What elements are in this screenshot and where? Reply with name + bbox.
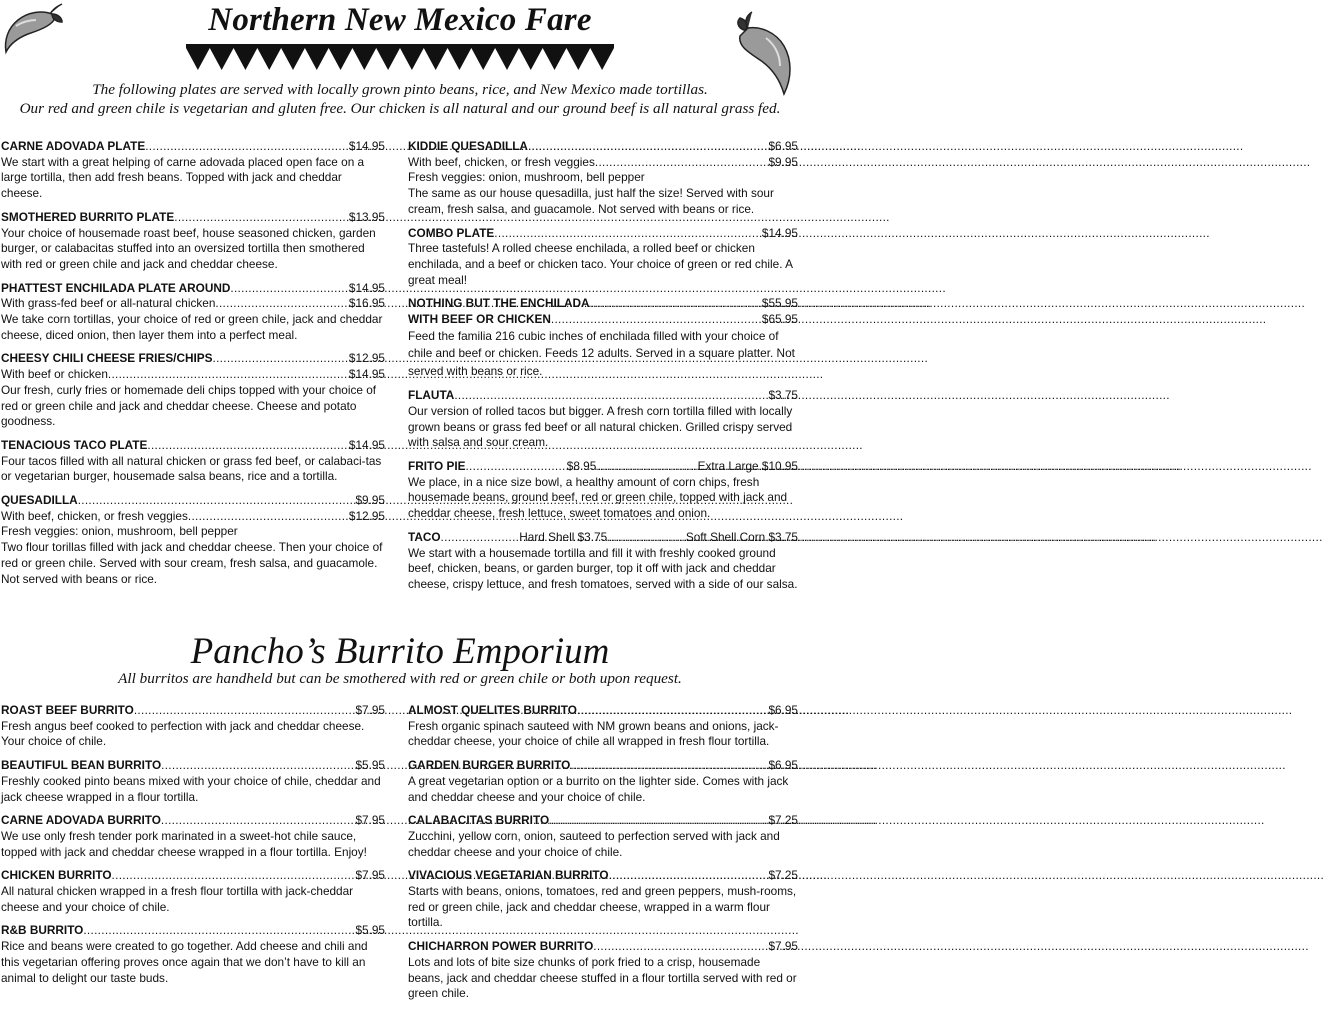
item-description: Feed the familia 216 cubic inches of enchilada filled with your choice of chile and beef or chicken. Feeds 12 adults. Served in a square platter. Not served with beans or rice. xyxy=(408,328,795,378)
item-option-price: $14.95 xyxy=(348,367,385,382)
item-name: ROAST BEEF BURRITO xyxy=(1,703,134,717)
menu-item xyxy=(1,438,385,485)
aztec-triangle xyxy=(329,48,353,70)
item-description: Fresh veggies: onion, mushroom, bell pepper Two flour torillas filled with jack and cheddar cheese. Then your choice of red or green chile. Served with sour cream, fresh salsa, and guacamole. Not served with beans or rice. xyxy=(1,524,383,586)
item-price: $9.95 xyxy=(355,493,385,508)
northern-subtitle xyxy=(0,80,800,118)
pancho-section-title: Pancho’s Burrito Emporium xyxy=(190,631,610,672)
menu-item xyxy=(1,281,385,344)
menu-item xyxy=(408,459,798,522)
item-option-label: With beef or chicken xyxy=(1,367,108,382)
item-price: $5.95 xyxy=(355,758,385,773)
item-name: COMBO PLATE xyxy=(408,225,495,240)
menu-item xyxy=(1,139,385,202)
item-name: GARDEN BURGER BURRITO xyxy=(408,758,571,773)
aztec-triangle xyxy=(400,48,424,70)
item-name: CHICKEN BURRITO xyxy=(1,868,112,883)
item-description: All natural chicken wrapped in a fresh flour tortilla with jack-cheddar cheese and your choice of chile. xyxy=(1,884,354,914)
item-description: Fresh organic spinach sauteed with NM grown beans and onions, jack-cheddar cheese, your choice of chile all wrapped in fresh flour tortilla. xyxy=(408,718,779,749)
menu-item xyxy=(1,868,385,915)
item-price: $14.95 xyxy=(761,225,798,240)
item-price: $14.95 xyxy=(348,139,385,153)
item-option-label: With grass-fed beef or all-natural chicken xyxy=(1,296,216,311)
menu-item xyxy=(1,813,385,860)
aztec-border-decoration xyxy=(186,44,614,74)
item-price: $3.75 xyxy=(768,388,798,403)
item-price: $5.95 xyxy=(355,923,385,938)
item-description: Zucchini, yellow corn, onion, sauteed to perfection served with jack and cheddar cheese and your choice of chile. xyxy=(408,828,780,859)
item-name: PHATTEST ENCHILADA PLATE AROUND xyxy=(1,280,231,295)
item-option-label: With beef, chicken, or fresh veggies xyxy=(1,508,188,523)
item-description: We start with a housemade tortilla and fill it with freshly cooked ground beef, chicken, beans, or garden burger, top it off with jack and cheddar cheese, crispy lettuce, and fresh tomatoes, served with a side of our salsa. xyxy=(408,545,798,591)
item-name: FLAUTA xyxy=(408,388,455,403)
item-description: We use only fresh tender pork marinated in a sweet-hot chile sauce, topped with jack and cheddar cheese wrapped in a flour tortilla. Enjoy! xyxy=(1,828,367,859)
menu-item xyxy=(408,388,798,451)
item-price: $14.95 xyxy=(348,437,385,452)
item-name: CARNE ADOVADA BURRITO xyxy=(1,813,161,828)
aztec-triangle xyxy=(281,48,305,70)
item-price: $7.95 xyxy=(355,703,385,717)
northern-subtitle-line-1: The following plates are served with locally grown pinto beans, rice, and New Mexico made tortillas. xyxy=(92,81,708,98)
menu-item xyxy=(408,139,798,218)
menu-item xyxy=(408,939,798,1002)
item-price: $7.95 xyxy=(768,939,798,954)
item-name: CARNE ADOVADA PLATE xyxy=(1,139,146,153)
item-option-label: With beef, chicken, or fresh veggies xyxy=(408,154,595,169)
item-option-price: $12.95 xyxy=(348,508,385,523)
item-name: CHEESY CHILI CHEESE FRIES/CHIPS xyxy=(1,351,213,366)
item-description: We take corn tortillas, your choice of red or green chile, jack and cheddar cheese, diced onion, then layer them into a perfect meal. xyxy=(1,312,383,342)
menu-item xyxy=(408,703,798,750)
aztec-triangle xyxy=(424,48,448,70)
pancho-subtitle: All burritos are handheld but can be smothered with red or green chile or both upon request. xyxy=(118,670,682,687)
menu-item xyxy=(408,758,798,805)
item-price: $14.95 xyxy=(348,280,385,295)
item-name: NOTHING BUT THE ENCHILADA xyxy=(408,296,590,311)
menu-item xyxy=(408,226,798,289)
item-description: Starts with beans, onions, tomatoes, red and green peppers, mush-rooms, red or green chile, jack and cheddar cheese, wrapped in a warm flour tortilla. xyxy=(408,884,797,930)
aztec-triangle xyxy=(590,48,614,70)
item-price: $6.95 xyxy=(768,758,798,773)
item-description: Lots and lots of bite size chunks of pork fried to a crisp, housemade beans, jack and cheddar cheese stuffed in a flour tortilla served with red or green chile. xyxy=(408,954,797,1001)
aztec-triangle xyxy=(186,48,210,70)
item-description: Rice and beans were created to go together. Add cheese and chili and this vegetarian offering proves once again that we don’t have to kill an animal to delight our taste buds. xyxy=(1,939,368,985)
item-description: We place, in a nice size bowl, a healthy amount of corn chips, fresh housemade beans, ground beef, red or green chile, topped with jack and cheddar cheese, fresh lettuce, sweet tomatoes and onion. xyxy=(408,474,788,521)
item-price: $8.95 xyxy=(566,459,597,474)
menu-item xyxy=(408,530,798,593)
menu-item xyxy=(408,296,798,380)
item-option-price: $9.95 xyxy=(768,154,798,169)
item-price: $6.95 xyxy=(768,139,798,153)
menu-item xyxy=(1,493,385,587)
northern-left-column xyxy=(1,139,385,595)
item-name: TACO xyxy=(408,529,441,544)
item-price: $7.25 xyxy=(768,868,798,883)
menu-item xyxy=(408,813,798,860)
item-description: Our fresh, curly fries or homemade deli chips topped with your choice of red or green chile and jack and cheddar cheese. Cheese and potato goodness. xyxy=(1,382,377,429)
item-description: Your choice of housemade roast beef, house seasoned chicken, garden burger, or calabacitas stuffed into an oversized tortilla then smothered with red or green chile and jack and cheddar cheese. xyxy=(1,225,376,271)
menu-item xyxy=(408,868,798,931)
item-name: ALMOST QUELITES BURRITO xyxy=(408,703,577,717)
aztec-triangle xyxy=(448,48,472,70)
item-soft-shell: Soft Shell Corn $3.75 xyxy=(685,529,798,544)
pancho-left-column xyxy=(1,703,385,994)
item-price: $6.95 xyxy=(768,703,798,717)
item-name: KIDDIE QUESADILLA xyxy=(408,139,528,153)
aztec-triangle xyxy=(566,48,590,70)
aztec-triangle xyxy=(543,48,567,70)
item-name: BEAUTIFUL BEAN BURRITO xyxy=(1,758,162,773)
item-description: Fresh veggies: onion, mushroom, bell pepper The same as our house quesadilla, just half the size! Served with sour cream, fresh salsa, and guacamole. Not served with beans or rice. xyxy=(408,170,774,216)
item-price: $12.95 xyxy=(348,351,385,366)
item-price: $7.95 xyxy=(355,813,385,828)
aztec-triangle xyxy=(352,48,376,70)
aztec-triangle xyxy=(519,48,543,70)
northern-right-column xyxy=(408,139,798,601)
item-price: $7.95 xyxy=(355,868,385,883)
menu-item xyxy=(1,210,385,273)
item-description: Freshly cooked pinto beans mixed with your choice of chile, cheddar and jack cheese wrapped in a flour tortilla. xyxy=(1,773,381,804)
aztec-triangle xyxy=(305,48,329,70)
item-name: FRITO PIE xyxy=(408,459,466,474)
menu-item xyxy=(1,758,385,805)
item-description: We start with a great helping of carne adovada placed open face on a large tortilla, then add fresh beans. Topped with jack and cheddar cheese. xyxy=(1,154,365,201)
menu-item xyxy=(1,351,385,430)
menu-item xyxy=(1,703,385,750)
item-name: CHICHARRON POWER BURRITO xyxy=(408,939,594,954)
aztec-triangle xyxy=(495,48,519,70)
menu-item xyxy=(1,923,385,986)
item-description: Our version of rolled tacos but bigger. A fresh corn tortilla filled with locally grown beans or grass fed beef or all natural chicken. Grilled crispy served with salsa and sour cream. xyxy=(408,403,793,450)
item-description: A great vegetarian option or a burrito on the lighter side. Comes with jack and cheddar cheese and your choice of chile. xyxy=(408,773,789,804)
item-name: R&B BURRITO xyxy=(1,923,84,938)
item-extra-price: $10.95 xyxy=(761,459,798,474)
item-price: $55.95 xyxy=(761,296,798,311)
aztec-triangle xyxy=(257,48,281,70)
aztec-triangle xyxy=(234,48,258,70)
item-description: Fresh angus beef cooked to perfection with jack and cheddar cheese. Your choice of chile. xyxy=(1,718,365,749)
item-price: $7.25 xyxy=(768,813,798,828)
item-name: CALABACITAS BURRITO xyxy=(408,813,550,828)
item-option-price: $16.95 xyxy=(348,296,385,311)
aztec-triangle xyxy=(471,48,495,70)
item-description: Four tacos filled with all natural chicken or grass fed beef, or calabaci-tas or vegetarian burger, housemade salsa beans, rice and a tortilla. xyxy=(1,453,382,484)
item-option-label: WITH BEEF OR CHICKEN xyxy=(408,312,551,327)
item-name: QUESADILLA xyxy=(1,493,78,508)
northern-section-title: Northern New Mexico Fare xyxy=(208,2,592,38)
item-name: VIVACIOUS VEGETARIAN BURRITO xyxy=(408,868,609,883)
aztec-triangle xyxy=(210,48,234,70)
item-price: $13.95 xyxy=(348,209,385,224)
item-description: Three tastefuls! A rolled cheese enchilada, a rolled beef or chicken enchilada, and a beef or chicken taco. Your choice of green or red chile. A great meal! xyxy=(408,241,793,287)
item-hard-shell: Hard Shell $3.75 xyxy=(519,529,608,544)
aztec-triangle xyxy=(376,48,400,70)
pancho-right-column xyxy=(408,703,798,1010)
northern-subtitle-line-2: Our red and green chile is vegetarian and gluten free. Our chicken is all natural and our ground beef is all natural grass fed. xyxy=(19,100,781,117)
item-name: SMOTHERED BURRITO PLATE xyxy=(1,209,175,224)
item-name: TENACIOUS TACO PLATE xyxy=(1,437,148,452)
item-option-price: $65.95 xyxy=(761,312,798,327)
item-extra-label: Extra Large xyxy=(697,459,759,474)
